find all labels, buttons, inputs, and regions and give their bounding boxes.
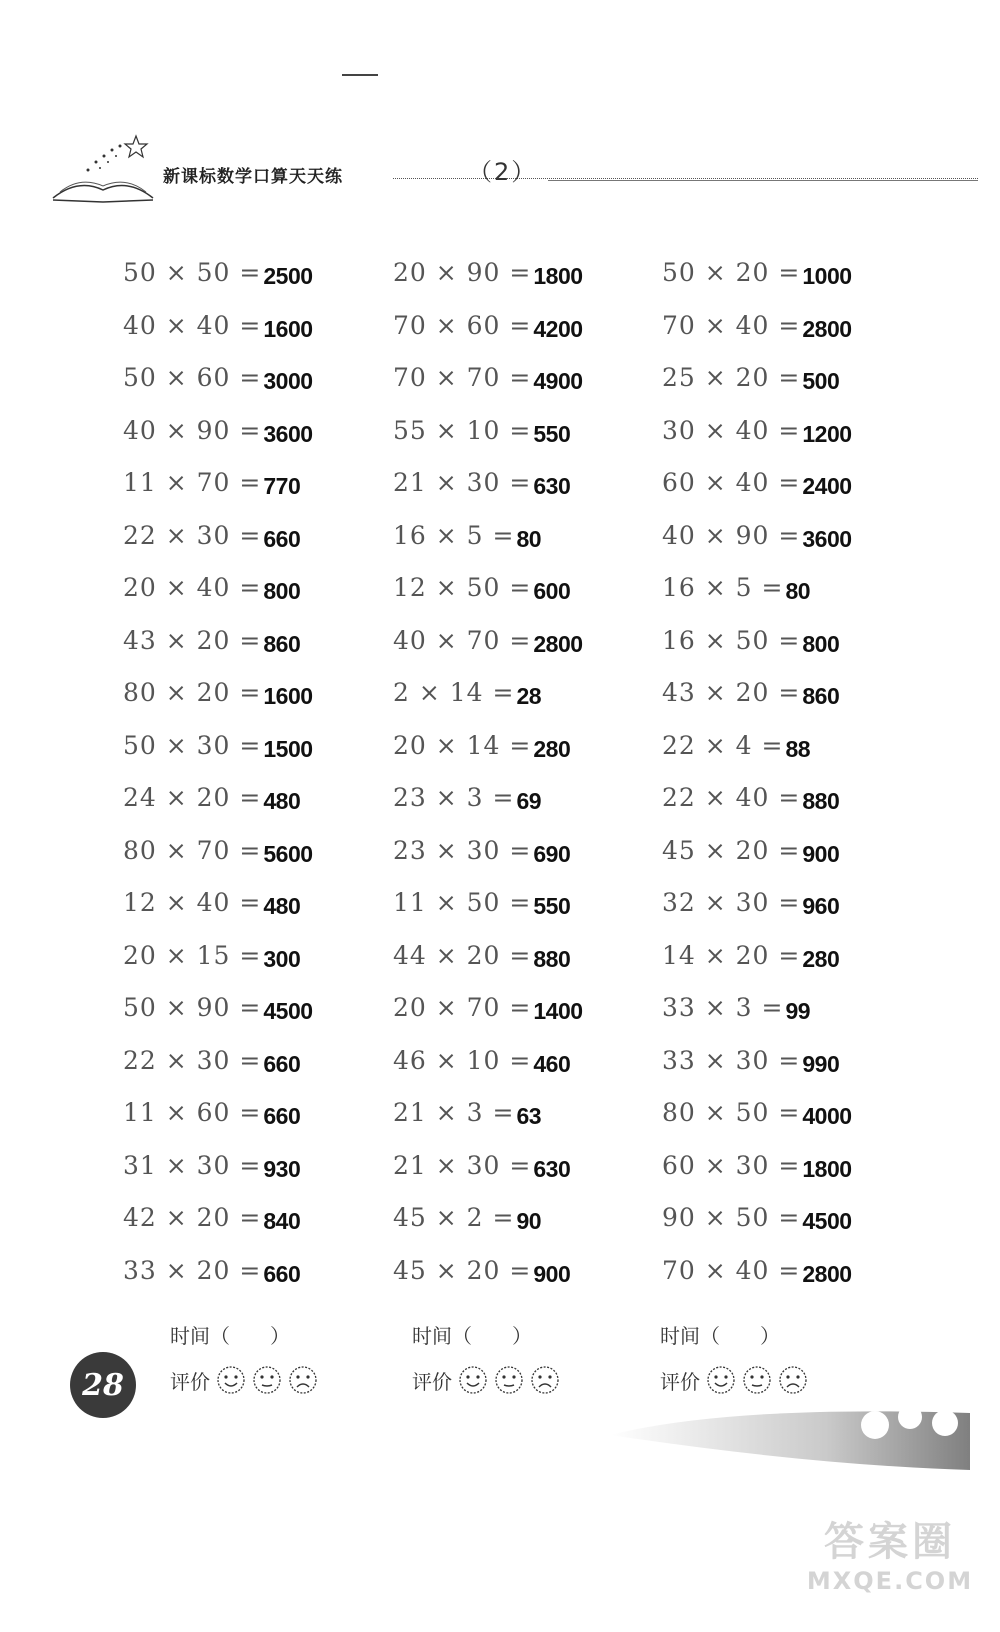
problem-expression: 21 × 30 =: [393, 1150, 532, 1180]
handwritten-answer: 860: [802, 683, 840, 709]
problem-expression: 20 × 90 =: [393, 258, 532, 287]
smile-face-icon: [706, 1365, 736, 1395]
problem-row: [662, 1046, 942, 1099]
footer-block-2: [412, 1320, 642, 1400]
problem-expression: 22 × 4 =: [662, 730, 784, 760]
problem-row: [662, 783, 942, 836]
problem-expression: 21 × 3 =: [393, 1098, 515, 1127]
problem-expression: 44 × 20 =: [393, 940, 532, 970]
handwritten-answer: 660: [263, 1260, 301, 1287]
handwritten-answer: 2800: [802, 315, 852, 342]
problem-expression: 40 × 90 =: [662, 520, 801, 550]
handwritten-answer: 840: [263, 1208, 301, 1234]
handwritten-answer: 2500: [263, 263, 313, 289]
handwritten-answer: 3600: [263, 420, 313, 447]
problem-expression: 42 × 20 =: [123, 1203, 262, 1232]
header-rule: [548, 180, 978, 181]
handwritten-answer: 1200: [802, 420, 852, 447]
time-field: 时间（ ）: [412, 1324, 532, 1348]
problem-expression: 70 × 60 =: [393, 310, 532, 340]
footer-block-1: [170, 1320, 400, 1400]
problem-expression: 80 × 20 =: [123, 678, 262, 707]
problem-row: [123, 678, 403, 731]
problem-row: [662, 888, 942, 941]
problem-row: [123, 783, 403, 836]
handwritten-answer: 5600: [263, 840, 313, 867]
problem-expression: 33 × 3 =: [662, 993, 784, 1022]
handwritten-answer: 1500: [263, 735, 313, 762]
handwritten-answer: 880: [802, 788, 840, 814]
problem-expression: 11 × 60 =: [123, 1098, 262, 1127]
problem-row: [662, 1151, 942, 1204]
evaluation-row: [412, 1360, 642, 1400]
problem-row: [662, 416, 942, 469]
handwritten-answer: 90: [516, 1208, 542, 1234]
evaluation-label: 评价: [170, 1369, 210, 1394]
handwritten-answer: 88: [785, 735, 811, 762]
problem-expression: 80 × 50 =: [662, 1098, 801, 1127]
problem-row: [123, 993, 403, 1046]
problem-row: [123, 258, 403, 311]
problem-expression: 11 × 50 =: [393, 888, 532, 917]
problem-expression: 12 × 50 =: [393, 573, 532, 602]
sad-face-icon: [778, 1365, 808, 1395]
page-number-badge: [70, 1352, 136, 1418]
problem-expression: 14 × 20 =: [662, 940, 801, 970]
problem-expression: 80 × 70 =: [123, 835, 262, 865]
problem-expression: 50 × 20 =: [662, 258, 801, 287]
handwritten-answer: 900: [802, 840, 840, 867]
handwritten-answer: 770: [263, 473, 301, 499]
problem-expression: 21 × 30 =: [393, 468, 532, 497]
handwritten-answer: 280: [533, 735, 571, 762]
problem-expression: 40 × 70 =: [393, 625, 532, 655]
problem-row: [123, 836, 403, 889]
handwritten-answer: 900: [533, 1260, 571, 1287]
handwritten-answer: 990: [802, 1050, 840, 1077]
problem-row: [662, 521, 942, 574]
handwritten-answer: 99: [785, 998, 811, 1024]
handwritten-answer: 1600: [263, 683, 313, 709]
problem-expression: 55 × 10 =: [393, 415, 532, 445]
handwritten-answer: 1400: [533, 998, 583, 1024]
problem-expression: 22 × 30 =: [123, 1045, 262, 1075]
problem-row: [662, 1256, 942, 1309]
problem-row: [123, 941, 403, 994]
evaluation-row: [170, 1360, 400, 1400]
problem-expression: 22 × 30 =: [123, 520, 262, 550]
open-book-stars-icon: [48, 130, 158, 205]
problem-row: [393, 1046, 673, 1099]
problem-row: [393, 573, 673, 626]
footer-block-3: [660, 1320, 890, 1400]
watermark-line-2: MXQE.COM: [806, 1567, 974, 1595]
handwritten-answer: 300: [263, 945, 301, 972]
problem-row: [662, 573, 942, 626]
handwritten-answer: 690: [533, 840, 571, 867]
time-field: 时间（ ）: [660, 1324, 780, 1348]
problem-expression: 50 × 60 =: [123, 363, 262, 392]
problem-row: [662, 678, 942, 731]
problem-expression: 22 × 40 =: [662, 783, 801, 812]
problem-row: [393, 993, 673, 1046]
handwritten-answer: 660: [263, 525, 301, 552]
neutral-face-icon: [494, 1365, 524, 1395]
handwritten-answer: 930: [263, 1155, 301, 1182]
problem-row: [393, 783, 673, 836]
problem-expression: 33 × 30 =: [662, 1045, 801, 1075]
problem-row: [123, 311, 403, 364]
handwritten-answer: 460: [533, 1050, 571, 1077]
handwritten-answer: 2400: [802, 473, 852, 499]
handwritten-answer: 880: [533, 945, 571, 972]
problem-row: [393, 311, 673, 364]
handwritten-answer: 1000: [802, 263, 852, 289]
page-number: 28: [82, 1367, 124, 1403]
handwritten-answer: 600: [533, 578, 571, 604]
handwritten-answer: 960: [802, 893, 840, 919]
neutral-face-icon: [252, 1365, 282, 1395]
problem-row: [393, 836, 673, 889]
handwritten-answer: 1800: [533, 263, 583, 289]
problem-expression: 46 × 10 =: [393, 1045, 532, 1075]
handwritten-answer: 660: [263, 1103, 301, 1129]
handwritten-answer: 28: [516, 683, 542, 709]
problem-expression: 45 × 2 =: [393, 1203, 515, 1232]
problem-expression: 45 × 20 =: [393, 1255, 532, 1285]
handwritten-answer: 660: [263, 1050, 301, 1077]
problem-row: [123, 1203, 403, 1256]
problem-row: [662, 468, 942, 521]
problem-expression: 40 × 90 =: [123, 415, 262, 445]
problem-row: [393, 416, 673, 469]
handwritten-answer: 280: [802, 945, 840, 972]
problem-expression: 33 × 20 =: [123, 1255, 262, 1285]
handwritten-answer: 80: [516, 525, 542, 552]
handwritten-answer: 4500: [263, 998, 313, 1024]
problem-row: [393, 678, 673, 731]
problem-row: [393, 468, 673, 521]
handwritten-answer: 4500: [802, 1208, 852, 1234]
problem-expression: 40 × 40 =: [123, 310, 262, 340]
problem-row: [662, 993, 942, 1046]
problem-row: [393, 1203, 673, 1256]
face-icons: [458, 1365, 560, 1395]
problem-expression: 23 × 3 =: [393, 783, 515, 812]
problem-row: [393, 888, 673, 941]
face-icons: [216, 1365, 318, 1395]
problem-expression: 20 × 14 =: [393, 730, 532, 760]
problem-row: [393, 363, 673, 416]
neutral-face-icon: [742, 1365, 772, 1395]
problem-expression: 50 × 30 =: [123, 730, 262, 760]
problem-row: [393, 731, 673, 784]
handwritten-answer: 3600: [802, 525, 852, 552]
problem-expression: 70 × 70 =: [393, 363, 532, 392]
time-field: 时间（ ）: [170, 1324, 290, 1348]
problem-row: [662, 941, 942, 994]
problem-column-2: [393, 258, 673, 1308]
problem-expression: 23 × 30 =: [393, 835, 532, 865]
problem-expression: 20 × 15 =: [123, 940, 262, 970]
handwritten-answer: 630: [533, 1155, 571, 1182]
problem-row: [393, 521, 673, 574]
evaluation-label: 评价: [412, 1369, 452, 1394]
handwritten-answer: 80: [785, 578, 811, 604]
problem-row: [123, 626, 403, 679]
sad-face-icon: [288, 1365, 318, 1395]
problem-expression: 30 × 40 =: [662, 415, 801, 445]
handwritten-answer: 480: [263, 893, 301, 919]
problem-row: [662, 1203, 942, 1256]
handwritten-answer: 550: [533, 893, 571, 919]
problem-expression: 24 × 20 =: [123, 783, 262, 812]
problem-row: [393, 1098, 673, 1151]
problem-row: [123, 416, 403, 469]
problem-row: [393, 626, 673, 679]
problem-row: [662, 258, 942, 311]
problem-expression: 90 × 50 =: [662, 1203, 801, 1232]
sad-face-icon: [530, 1365, 560, 1395]
problem-row: [662, 311, 942, 364]
problem-row: [662, 626, 942, 679]
handwritten-answer: 800: [802, 630, 840, 657]
problem-row: [662, 731, 942, 784]
problem-expression: 16 × 5 =: [393, 520, 515, 550]
watermark: [790, 1510, 990, 1595]
problem-row: [123, 363, 403, 416]
problem-expression: 60 × 40 =: [662, 468, 801, 497]
problem-row: [123, 573, 403, 626]
problem-row: [662, 836, 942, 889]
problem-row: [393, 1151, 673, 1204]
problem-row: [123, 468, 403, 521]
face-icons: [706, 1365, 808, 1395]
problem-row: [393, 941, 673, 994]
problem-row: [123, 731, 403, 784]
problem-expression: 16 × 5 =: [662, 573, 784, 602]
problem-expression: 43 × 20 =: [123, 625, 262, 655]
problem-expression: 20 × 40 =: [123, 573, 262, 602]
watermark-line-1: 答案圈: [824, 1519, 956, 1565]
smile-face-icon: [458, 1365, 488, 1395]
problem-expression: 31 × 30 =: [123, 1150, 262, 1180]
evaluation-label: 评价: [660, 1369, 700, 1394]
problem-expression: 43 × 20 =: [662, 678, 801, 707]
problem-expression: 70 × 40 =: [662, 310, 801, 340]
problem-expression: 20 × 70 =: [393, 993, 532, 1022]
problem-row: [662, 363, 942, 416]
stipple-decoration: [610, 1395, 970, 1475]
handwritten-answer: 550: [533, 420, 571, 447]
page-header: [48, 130, 978, 210]
handwritten-answer: 63: [516, 1103, 542, 1129]
problem-row: [123, 1151, 403, 1204]
problem-expression: 32 × 30 =: [662, 888, 801, 917]
problem-row: [393, 1256, 673, 1309]
handwritten-answer: 1600: [263, 315, 313, 342]
handwritten-answer: 480: [263, 788, 301, 814]
problem-expression: 50 × 50 =: [123, 258, 262, 287]
handwritten-answer: 4000: [802, 1103, 852, 1129]
problem-expression: 50 × 90 =: [123, 993, 262, 1022]
problem-expression: 60 × 30 =: [662, 1150, 801, 1180]
handwritten-answer: 630: [533, 473, 571, 499]
problem-row: [123, 1256, 403, 1309]
handwritten-answer: 1800: [802, 1155, 852, 1182]
problem-expression: 12 × 40 =: [123, 888, 262, 917]
book-title: 新课标数学口算天天练: [163, 167, 343, 187]
problem-column-3: [662, 258, 942, 1308]
handwritten-answer: 860: [263, 630, 301, 657]
handwritten-answer: 2800: [802, 1260, 852, 1287]
top-mark: [342, 74, 378, 76]
problem-row: [123, 1046, 403, 1099]
problem-row: [123, 888, 403, 941]
handwritten-answer: 4200: [533, 315, 583, 342]
problem-row: [123, 521, 403, 574]
problem-row: [393, 258, 673, 311]
handwritten-answer: 500: [802, 368, 840, 394]
evaluation-row: [660, 1360, 890, 1400]
problem-column-1: [123, 258, 403, 1308]
problem-row: [662, 1098, 942, 1151]
problem-expression: 16 × 50 =: [662, 625, 801, 655]
volume-label: （2）: [468, 158, 538, 186]
problem-expression: 45 × 20 =: [662, 835, 801, 865]
handwritten-answer: 800: [263, 578, 301, 604]
handwritten-answer: 3000: [263, 368, 313, 394]
handwritten-answer: 4900: [533, 368, 583, 394]
problem-expression: 11 × 70 =: [123, 468, 262, 497]
problem-expression: 2 × 14 =: [393, 678, 515, 707]
handwritten-answer: 69: [516, 788, 542, 814]
smile-face-icon: [216, 1365, 246, 1395]
handwritten-answer: 2800: [533, 630, 583, 657]
problem-expression: 70 × 40 =: [662, 1255, 801, 1285]
problem-expression: 25 × 20 =: [662, 363, 801, 392]
problem-row: [123, 1098, 403, 1151]
